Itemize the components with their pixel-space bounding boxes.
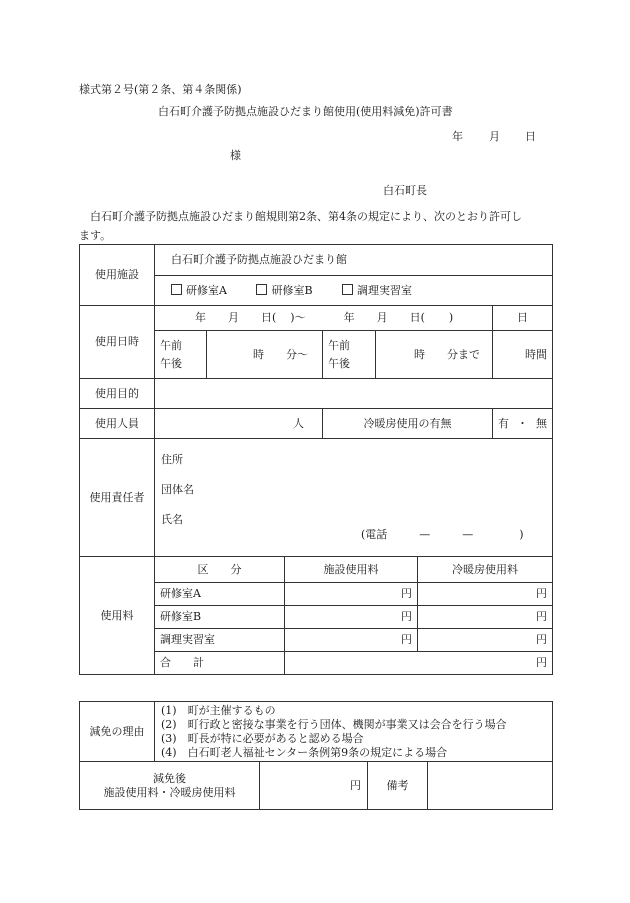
room-option-a[interactable]: 研修室A <box>171 284 227 297</box>
room-option-b[interactable]: 研修室B <box>256 284 312 297</box>
fees-label: 使用料 <box>80 557 155 675</box>
date-year: 年 <box>452 130 463 143</box>
list-item: (4) 白石町老人福祉センター条例第9条の規定による場合 <box>161 745 448 759</box>
name-label: 氏名 <box>161 513 183 526</box>
purpose-value[interactable] <box>155 379 553 409</box>
org-label: 団体名 <box>161 483 194 496</box>
form-title: 白石町介護予防拠点施設ひだまり館使用(使用料減免)許可書 <box>158 105 453 118</box>
time-to: 時 分まで <box>376 331 493 379</box>
people-label: 使用人員 <box>80 409 155 439</box>
checkbox-icon[interactable] <box>171 284 182 295</box>
hours-unit: 時間 <box>493 331 553 379</box>
checkbox-icon[interactable] <box>342 284 353 295</box>
fees-header-facility: 施設使用料 <box>285 557 418 583</box>
purpose-label: 使用目的 <box>80 379 155 409</box>
list-item: (3) 町長が特に必要があると認める場合 <box>161 731 364 745</box>
intro-line-1: 白石町介護予防拠点施設ひだまり館規則第2条、第4条の規定により、次のとおり許可し <box>90 210 522 223</box>
phone-line: (電話 — — ) <box>361 528 524 541</box>
after-exemption-yen: 円 <box>260 762 368 810</box>
remarks-value[interactable] <box>428 762 553 810</box>
fees-header-category: 区 分 <box>155 557 285 583</box>
main-form-table <box>79 244 553 675</box>
datetime-label: 使用日時 <box>80 306 155 379</box>
fees-header-ac: 冷暖房使用料 <box>418 557 553 583</box>
table-row-total: 合 計 円 <box>80 652 553 675</box>
ac-label: 冷暖房使用の有無 <box>323 409 493 439</box>
time-from: 時 分〜 <box>207 331 323 379</box>
people-unit: 人 <box>155 409 323 439</box>
date-month: 月 <box>489 130 500 143</box>
checkbox-icon[interactable] <box>256 284 267 295</box>
exemption-table <box>79 701 553 810</box>
table-row: 研修室B 円 円 <box>80 606 553 629</box>
room-option-cooking[interactable]: 調理実習室 <box>342 284 412 297</box>
recipient-suffix: 様 <box>230 149 241 162</box>
list-item: (1) 町が主催するもの <box>161 703 276 717</box>
date-range: 年 月 日( )〜 年 月 日( ) <box>155 306 493 331</box>
after-exemption-label: 減免後 施設使用料・冷暖房使用料 <box>80 762 260 810</box>
facility-name: 白石町介護予防拠点施設ひだまり館 <box>155 245 553 276</box>
issuer: 白石町長 <box>383 184 427 197</box>
exemption-reasons <box>155 702 553 762</box>
intro-line-2: ます。 <box>79 229 112 242</box>
form-number: 様式第２号(第２条、第４条関係) <box>79 83 242 96</box>
room-options <box>155 276 553 306</box>
table-row: 調理実習室 円 円 <box>80 629 553 652</box>
responsible-label: 使用責任者 <box>80 439 155 557</box>
remarks-label: 備考 <box>368 762 428 810</box>
date-day: 日 <box>525 130 536 143</box>
ac-yes-no: 有 ・ 無 <box>493 409 553 439</box>
address-label: 住所 <box>161 453 183 466</box>
table-row: 研修室A 円 円 <box>80 583 553 606</box>
facility-label: 使用施設 <box>80 245 155 306</box>
date-days-unit: 日 <box>493 306 553 331</box>
list-item: (2) 町行政と密接な事業を行う団体、機関が事業又は会合を行う場合 <box>161 717 507 731</box>
ampm-end: 午前 午後 <box>323 331 376 379</box>
ampm-start: 午前 午後 <box>155 331 207 379</box>
exemption-label: 減免の理由 <box>80 702 155 762</box>
responsible-block <box>155 439 553 557</box>
